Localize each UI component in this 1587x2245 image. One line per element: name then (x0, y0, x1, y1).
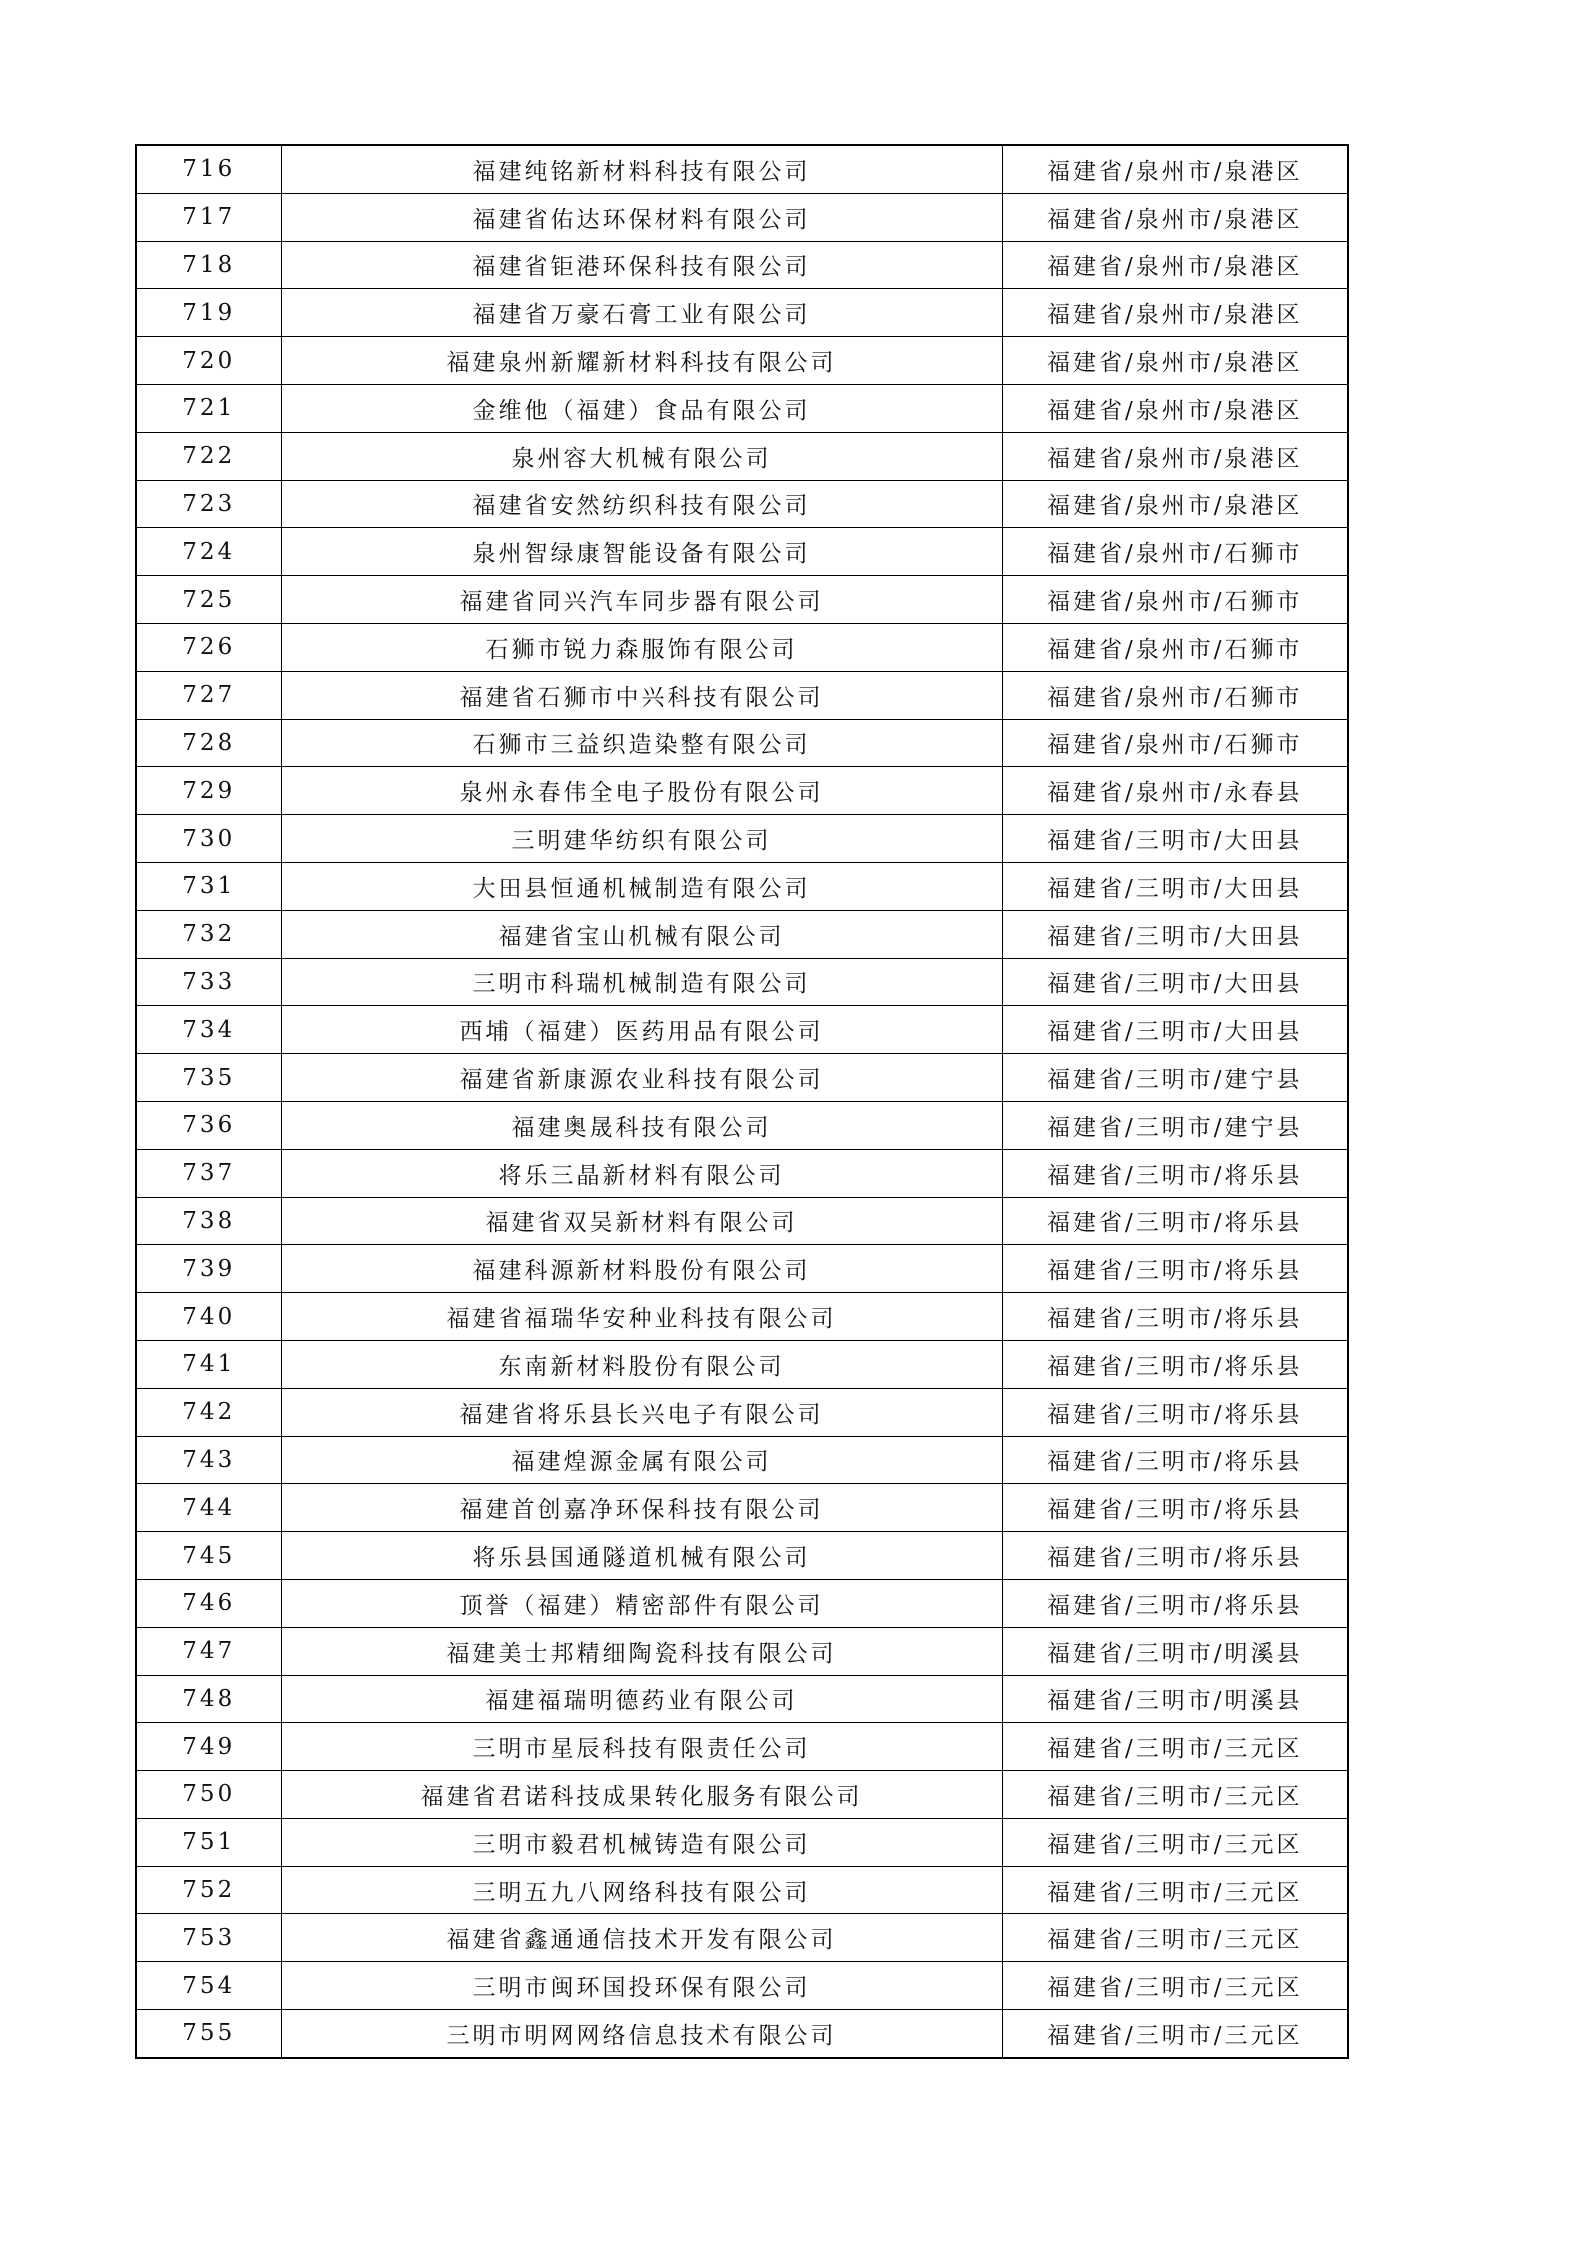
row-number-cell: 733 (136, 958, 281, 1006)
table-row (136, 576, 1348, 624)
table-row (136, 623, 1348, 671)
table-row (136, 1293, 1348, 1341)
table-row (136, 862, 1348, 910)
region-cell: 福建省/泉州市/泉港区 (1002, 432, 1348, 480)
region-cell: 福建省/三明市/明溪县 (1002, 1627, 1348, 1675)
region-cell: 福建省/三明市/大田县 (1002, 862, 1348, 910)
company-name-cell: 三明市明网网络信息技术有限公司 (281, 2010, 1002, 2058)
company-name-cell: 福建奥晟科技有限公司 (281, 1101, 1002, 1149)
company-name-cell: 福建福瑞明德药业有限公司 (281, 1675, 1002, 1723)
table-row (136, 1388, 1348, 1436)
table-row (136, 719, 1348, 767)
region-cell: 福建省/泉州市/泉港区 (1002, 337, 1348, 385)
region-cell: 福建省/泉州市/石狮市 (1002, 576, 1348, 624)
row-number-cell: 742 (136, 1388, 281, 1436)
company-name-cell: 三明五九八网络科技有限公司 (281, 1866, 1002, 1914)
region-cell: 福建省/泉州市/泉港区 (1002, 241, 1348, 289)
table-row (136, 1675, 1348, 1723)
row-number-cell: 732 (136, 910, 281, 958)
company-name-cell: 福建省福瑞华安种业科技有限公司 (281, 1293, 1002, 1341)
table-row (136, 145, 1348, 193)
company-name-cell: 福建省石狮市中兴科技有限公司 (281, 671, 1002, 719)
region-cell: 福建省/泉州市/石狮市 (1002, 671, 1348, 719)
company-name-cell: 福建首创嘉净环保科技有限公司 (281, 1484, 1002, 1532)
row-number-cell: 716 (136, 145, 281, 193)
region-cell: 福建省/三明市/将乐县 (1002, 1388, 1348, 1436)
company-name-cell: 福建省君诺科技成果转化服务有限公司 (281, 1771, 1002, 1819)
row-number-cell: 728 (136, 719, 281, 767)
row-number-cell: 740 (136, 1293, 281, 1341)
company-name-cell: 泉州容大机械有限公司 (281, 432, 1002, 480)
region-cell: 福建省/三明市/三元区 (1002, 1818, 1348, 1866)
table-row (136, 241, 1348, 289)
table-row (136, 1914, 1348, 1962)
table-row (136, 1962, 1348, 2010)
company-name-cell: 石狮市锐力森服饰有限公司 (281, 623, 1002, 671)
company-name-cell: 福建省钜港环保科技有限公司 (281, 241, 1002, 289)
region-cell: 福建省/三明市/建宁县 (1002, 1054, 1348, 1102)
row-number-cell: 752 (136, 1866, 281, 1914)
row-number-cell: 755 (136, 2010, 281, 2058)
row-number-cell: 727 (136, 671, 281, 719)
region-cell: 福建省/三明市/三元区 (1002, 2010, 1348, 2058)
region-cell: 福建省/三明市/将乐县 (1002, 1436, 1348, 1484)
row-number-cell: 745 (136, 1532, 281, 1580)
company-name-cell: 三明市闽环国投环保有限公司 (281, 1962, 1002, 2010)
region-cell: 福建省/三明市/大田县 (1002, 815, 1348, 863)
table-row (136, 384, 1348, 432)
table-row (136, 1149, 1348, 1197)
company-name-cell: 石狮市三益织造染整有限公司 (281, 719, 1002, 767)
row-number-cell: 743 (136, 1436, 281, 1484)
region-cell: 福建省/三明市/明溪县 (1002, 1675, 1348, 1723)
company-name-cell: 福建美士邦精细陶瓷科技有限公司 (281, 1627, 1002, 1675)
company-name-cell: 泉州永春伟全电子股份有限公司 (281, 767, 1002, 815)
table-row (136, 432, 1348, 480)
table-row (136, 815, 1348, 863)
region-cell: 福建省/泉州市/石狮市 (1002, 528, 1348, 576)
company-name-cell: 福建省同兴汽车同步器有限公司 (281, 576, 1002, 624)
table-row (136, 1054, 1348, 1102)
company-name-cell: 福建省安然纺织科技有限公司 (281, 480, 1002, 528)
table-row (136, 958, 1348, 1006)
row-number-cell: 751 (136, 1818, 281, 1866)
table-row (136, 528, 1348, 576)
company-name-cell: 西埔（福建）医药用品有限公司 (281, 1006, 1002, 1054)
company-name-cell: 金维他（福建）食品有限公司 (281, 384, 1002, 432)
table-row (136, 1245, 1348, 1293)
table-row (136, 1771, 1348, 1819)
company-name-cell: 大田县恒通机械制造有限公司 (281, 862, 1002, 910)
row-number-cell: 717 (136, 193, 281, 241)
company-name-cell: 三明建华纺织有限公司 (281, 815, 1002, 863)
company-name-cell: 福建纯铭新材料科技有限公司 (281, 145, 1002, 193)
table-row (136, 1484, 1348, 1532)
region-cell: 福建省/三明市/将乐县 (1002, 1532, 1348, 1580)
company-name-cell: 顶誉（福建）精密部件有限公司 (281, 1579, 1002, 1627)
row-number-cell: 726 (136, 623, 281, 671)
region-cell: 福建省/三明市/三元区 (1002, 1962, 1348, 2010)
row-number-cell: 718 (136, 241, 281, 289)
region-cell: 福建省/三明市/将乐县 (1002, 1197, 1348, 1245)
table-row (136, 2010, 1348, 2058)
region-cell: 福建省/三明市/大田县 (1002, 1006, 1348, 1054)
row-number-cell: 749 (136, 1723, 281, 1771)
region-cell: 福建省/三明市/将乐县 (1002, 1245, 1348, 1293)
region-cell: 福建省/泉州市/泉港区 (1002, 145, 1348, 193)
row-number-cell: 721 (136, 384, 281, 432)
table-row (136, 1436, 1348, 1484)
company-name-cell: 三明市毅君机械铸造有限公司 (281, 1818, 1002, 1866)
table-row (136, 1340, 1348, 1388)
row-number-cell: 735 (136, 1054, 281, 1102)
region-cell: 福建省/泉州市/石狮市 (1002, 623, 1348, 671)
table-row (136, 337, 1348, 385)
row-number-cell: 724 (136, 528, 281, 576)
region-cell: 福建省/三明市/三元区 (1002, 1866, 1348, 1914)
row-number-cell: 754 (136, 1962, 281, 2010)
table-row (136, 1101, 1348, 1149)
region-cell: 福建省/泉州市/泉港区 (1002, 289, 1348, 337)
table-row (136, 1532, 1348, 1580)
row-number-cell: 748 (136, 1675, 281, 1723)
region-cell: 福建省/三明市/将乐县 (1002, 1340, 1348, 1388)
region-cell: 福建省/三明市/建宁县 (1002, 1101, 1348, 1149)
table-row (136, 1579, 1348, 1627)
row-number-cell: 729 (136, 767, 281, 815)
region-cell: 福建省/三明市/三元区 (1002, 1723, 1348, 1771)
company-name-cell: 泉州智绿康智能设备有限公司 (281, 528, 1002, 576)
table-row (136, 193, 1348, 241)
row-number-cell: 719 (136, 289, 281, 337)
company-name-cell: 将乐三晶新材料有限公司 (281, 1149, 1002, 1197)
table-row (136, 1627, 1348, 1675)
row-number-cell: 746 (136, 1579, 281, 1627)
region-cell: 福建省/泉州市/泉港区 (1002, 384, 1348, 432)
row-number-cell: 736 (136, 1101, 281, 1149)
table-row (136, 1818, 1348, 1866)
region-cell: 福建省/三明市/三元区 (1002, 1914, 1348, 1962)
row-number-cell: 730 (136, 815, 281, 863)
table-row (136, 1866, 1348, 1914)
row-number-cell: 723 (136, 480, 281, 528)
table-row (136, 1006, 1348, 1054)
company-name-cell: 三明市科瑞机械制造有限公司 (281, 958, 1002, 1006)
region-cell: 福建省/三明市/将乐县 (1002, 1149, 1348, 1197)
row-number-cell: 741 (136, 1340, 281, 1388)
region-cell: 福建省/三明市/将乐县 (1002, 1484, 1348, 1532)
company-name-cell: 福建省双吴新材料有限公司 (281, 1197, 1002, 1245)
row-number-cell: 731 (136, 862, 281, 910)
company-name-cell: 三明市星辰科技有限责任公司 (281, 1723, 1002, 1771)
region-cell: 福建省/三明市/将乐县 (1002, 1293, 1348, 1341)
company-name-cell: 福建省万豪石膏工业有限公司 (281, 289, 1002, 337)
row-number-cell: 737 (136, 1149, 281, 1197)
company-name-cell: 福建泉州新耀新材料科技有限公司 (281, 337, 1002, 385)
company-name-cell: 福建省宝山机械有限公司 (281, 910, 1002, 958)
table-body (136, 145, 1348, 2058)
company-name-cell: 福建省鑫通通信技术开发有限公司 (281, 1914, 1002, 1962)
table-row (136, 1723, 1348, 1771)
table-row (136, 289, 1348, 337)
table-row (136, 910, 1348, 958)
row-number-cell: 744 (136, 1484, 281, 1532)
company-list-table (135, 144, 1349, 2059)
region-cell: 福建省/泉州市/石狮市 (1002, 719, 1348, 767)
company-name-cell: 福建省新康源农业科技有限公司 (281, 1054, 1002, 1102)
region-cell: 福建省/三明市/大田县 (1002, 958, 1348, 1006)
region-cell: 福建省/三明市/将乐县 (1002, 1579, 1348, 1627)
table-row (136, 1197, 1348, 1245)
company-name-cell: 福建煌源金属有限公司 (281, 1436, 1002, 1484)
table-row (136, 671, 1348, 719)
region-cell: 福建省/三明市/三元区 (1002, 1771, 1348, 1819)
row-number-cell: 725 (136, 576, 281, 624)
company-name-cell: 将乐县国通隧道机械有限公司 (281, 1532, 1002, 1580)
table-row (136, 480, 1348, 528)
region-cell: 福建省/泉州市/永春县 (1002, 767, 1348, 815)
company-name-cell: 福建科源新材料股份有限公司 (281, 1245, 1002, 1293)
row-number-cell: 720 (136, 337, 281, 385)
row-number-cell: 750 (136, 1771, 281, 1819)
company-name-cell: 福建省将乐县长兴电子有限公司 (281, 1388, 1002, 1436)
row-number-cell: 734 (136, 1006, 281, 1054)
region-cell: 福建省/泉州市/泉港区 (1002, 480, 1348, 528)
row-number-cell: 747 (136, 1627, 281, 1675)
row-number-cell: 753 (136, 1914, 281, 1962)
company-name-cell: 东南新材料股份有限公司 (281, 1340, 1002, 1388)
region-cell: 福建省/三明市/大田县 (1002, 910, 1348, 958)
row-number-cell: 738 (136, 1197, 281, 1245)
row-number-cell: 722 (136, 432, 281, 480)
region-cell: 福建省/泉州市/泉港区 (1002, 193, 1348, 241)
company-name-cell: 福建省佑达环保材料有限公司 (281, 193, 1002, 241)
row-number-cell: 739 (136, 1245, 281, 1293)
table-row (136, 767, 1348, 815)
